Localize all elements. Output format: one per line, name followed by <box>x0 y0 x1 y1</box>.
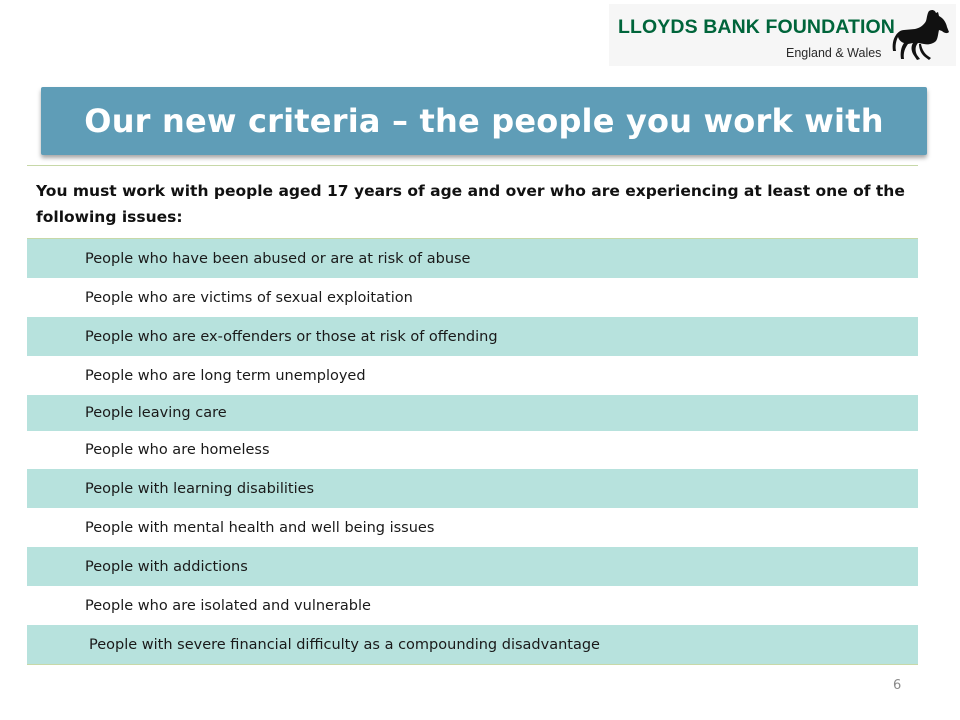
criteria-intro: You must work with people aged 17 years of age and over who are experiencing at least one of the following issues: <box>27 166 918 239</box>
title-banner <box>41 87 927 155</box>
criteria-item: People who have been abused or are at risk of abuse <box>85 250 471 267</box>
criteria-row <box>27 508 918 547</box>
criteria-item: People who are isolated and vulnerable <box>85 597 371 614</box>
criteria-item: People with learning disabilities <box>85 480 315 497</box>
criteria-row <box>27 586 918 625</box>
criteria-row <box>27 469 918 508</box>
criteria-item: People who are long term unemployed <box>85 367 366 384</box>
criteria-row <box>27 317 918 356</box>
lloyds-bank-foundation-logo <box>609 4 956 66</box>
criteria-row <box>27 547 918 586</box>
criteria-row <box>27 278 918 317</box>
criteria-item: People who are ex-offenders or those at risk of offending <box>85 328 498 345</box>
criteria-row <box>27 356 918 395</box>
criteria-row <box>27 239 918 278</box>
criteria-item: People leaving care <box>85 405 227 421</box>
page-number: 6 <box>893 678 902 693</box>
criteria-item: People with addictions <box>85 558 248 575</box>
criteria-item: People with mental health and well being issues <box>85 519 435 536</box>
criteria-item: People who are homeless <box>85 442 270 458</box>
criteria-item: People who are victims of sexual exploitation <box>85 289 413 306</box>
logo-region: England & Wales <box>786 46 882 60</box>
logo-name: LLOYDS BANK FOUNDATION <box>618 16 895 38</box>
criteria-row <box>27 395 918 431</box>
criteria-table <box>27 165 918 665</box>
criteria-row <box>27 625 918 665</box>
slide-title: Our new criteria – the people you work with <box>84 102 884 140</box>
criteria-item: People with severe financial difficulty as a compounding disadvantage <box>89 636 600 653</box>
black-horse-icon <box>891 8 953 64</box>
criteria-row <box>27 431 918 469</box>
